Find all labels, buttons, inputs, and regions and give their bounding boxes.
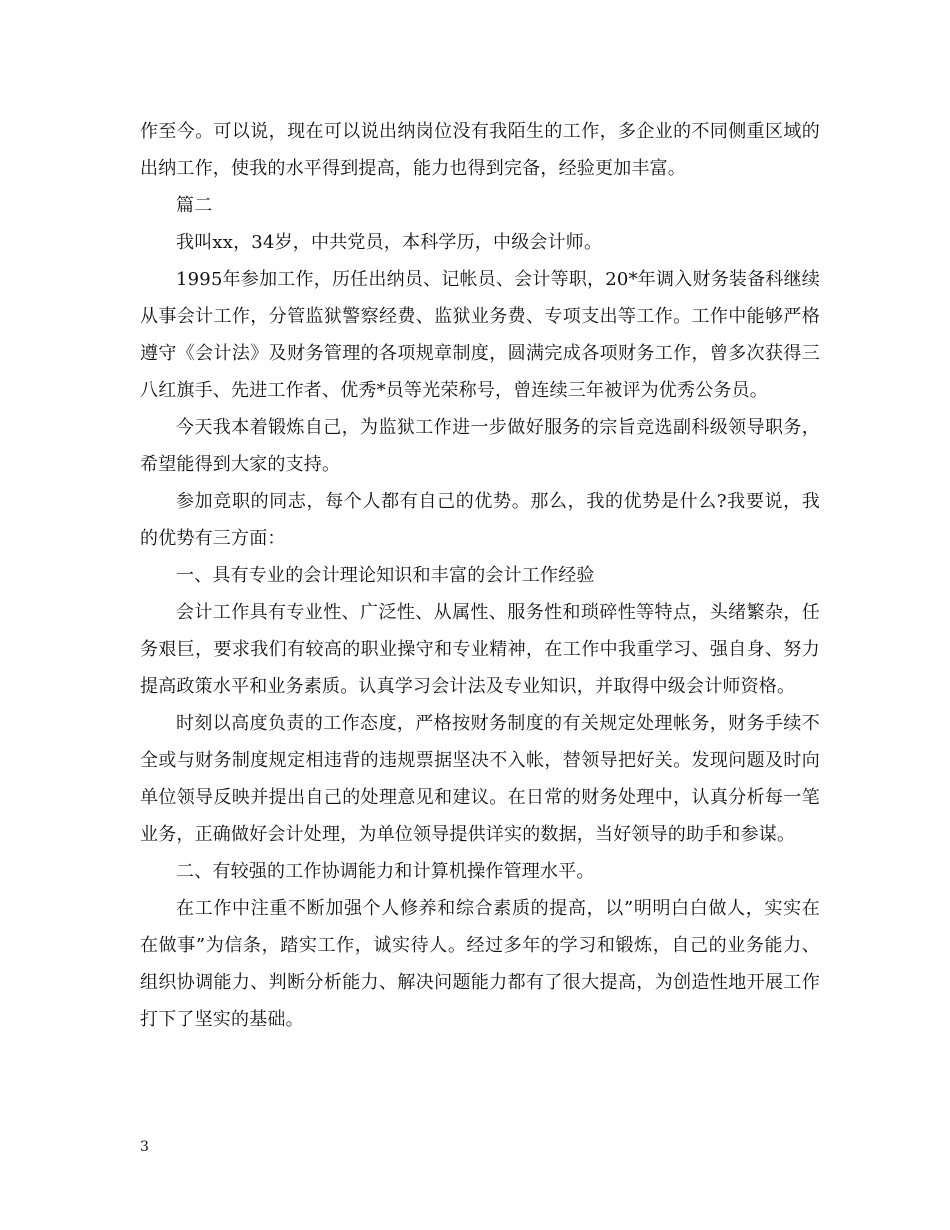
paragraph-work-attitude: 时刻以高度负责的工作态度，严格按财务制度的有关规定处理帐务，财务手续不全或与财务制度规定相违背的违规票据坚决不入帐，替领导把好关。发现问题及时向单位领导反映并提出自己的处理意见和建议。在日常的财务处理中，认真分析每一笔业务，正确做好会计处理，为单位领导提供详实的数据，当好领导的助手和参谋。 [140, 713, 820, 845]
section-heading-part-two: 篇二 [176, 195, 213, 216]
page-number: 3 [140, 1139, 149, 1155]
paragraph-candidacy: 今天我本着锻炼自己，为监狱工作进一步做好服务的宗旨竞选副科级领导职务，希望能得到大家的支持。 [140, 417, 820, 475]
paragraph-coordination-ability: 在工作中注重不断加强个人修养和综合素质的提高，以”明明白白做人，实实在在做事”为信条，踏实工作，诚实待人。经过多年的学习和锻炼，自己的业务能力、组织协调能力、判断分析能力、解决问题能力都有了很大提高，为创造性地开展工作打下了坚实的基础。 [140, 898, 820, 1030]
paragraph-accounting-expertise: 会计工作具有专业性、广泛性、从属性、服务性和琐碎性等特点，头绪繁杂，任务艰巨，要求我们有较高的职业操守和专业精神，在工作中我重学习、强自身、努力提高政策水平和业务素质。认真学习会计法及专业知识，并取得中级会计师资格。 [140, 602, 820, 697]
paragraph-self-introduction: 我叫xx，34岁，中共党员，本科学历，中级会计师。 [176, 232, 603, 253]
paragraph-advantages-intro: 参加竞职的同志，每个人都有自己的优势。那么，我的优势是什么?我要说，我的优势有三方面： [140, 491, 820, 549]
subheading-advantage-one: 一、具有专业的会计理论知识和丰富的会计工作经验 [176, 565, 595, 586]
paragraph-work-history: 1995年参加工作，历任出纳员、记帐员、会计等职，20*年调入财务装备科继续从事会计工作，分管监狱警察经费、监狱业务费、专项支出等工作。工作中能够严格遵守《会计法》及财务管理的各项规章制度，圆满完成各项财务工作，曾多次获得三八红旗手、先进工作者、优秀*员等光荣称号，曾连续三年被评为优秀公务员。 [140, 269, 820, 401]
paragraph-continuation: 作至今。可以说，现在可以说出纳岗位没有我陌生的工作，多企业的不同侧重区域的出纳工作，使我的水平得到提高，能力也得到完备，经验更加丰富。 [140, 121, 820, 179]
subheading-advantage-two: 二、有较强的工作协调能力和计算机操作管理水平。 [176, 861, 595, 882]
document-body [140, 113, 820, 1038]
